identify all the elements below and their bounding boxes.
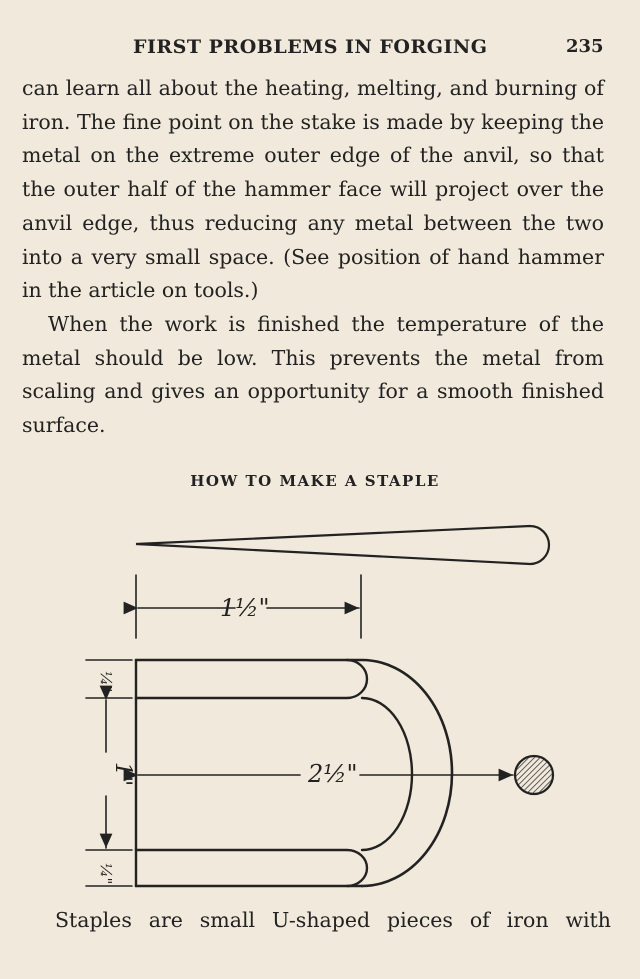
- staple-blank: [136, 526, 549, 564]
- page-number: 235: [566, 36, 604, 57]
- dimension-leg-bottom-label: ¼": [97, 863, 115, 885]
- cross-section: [515, 756, 553, 794]
- paragraph-2: When the work is finished the temperature of the metal should be low. This prevents the metal from scaling and gives an opportunity for a smooth finished surface.: [22, 311, 604, 438]
- figure-caption: HOW TO MAKE A STAPLE: [190, 472, 440, 490]
- dimension-middle-label: 2½": [308, 760, 358, 788]
- staple-outline: [136, 660, 452, 886]
- staple-diagram: [70, 520, 570, 890]
- dimension-vertical-label: 1": [110, 762, 135, 787]
- dimension-leg-top-label: ¼": [97, 671, 115, 693]
- body-text: [22, 72, 604, 443]
- bottom-text: Staples are small U-shaped pieces of iron with: [55, 908, 611, 932]
- page-header: [0, 36, 640, 64]
- paragraph-1: can learn all about the heating, melting, and burning of iron. The fine point on the stake is made by keeping the metal on the extreme outer edge of the anvil, so that the outer half of the hammer face will project over the anvil edge, thus reducing any metal between the two into a very small space. (See position of hand hammer in the article on tools.): [22, 76, 604, 303]
- dimension-top-label: 1½": [220, 594, 270, 622]
- running-title: FIRST PROBLEMS IN FORGING: [133, 36, 488, 58]
